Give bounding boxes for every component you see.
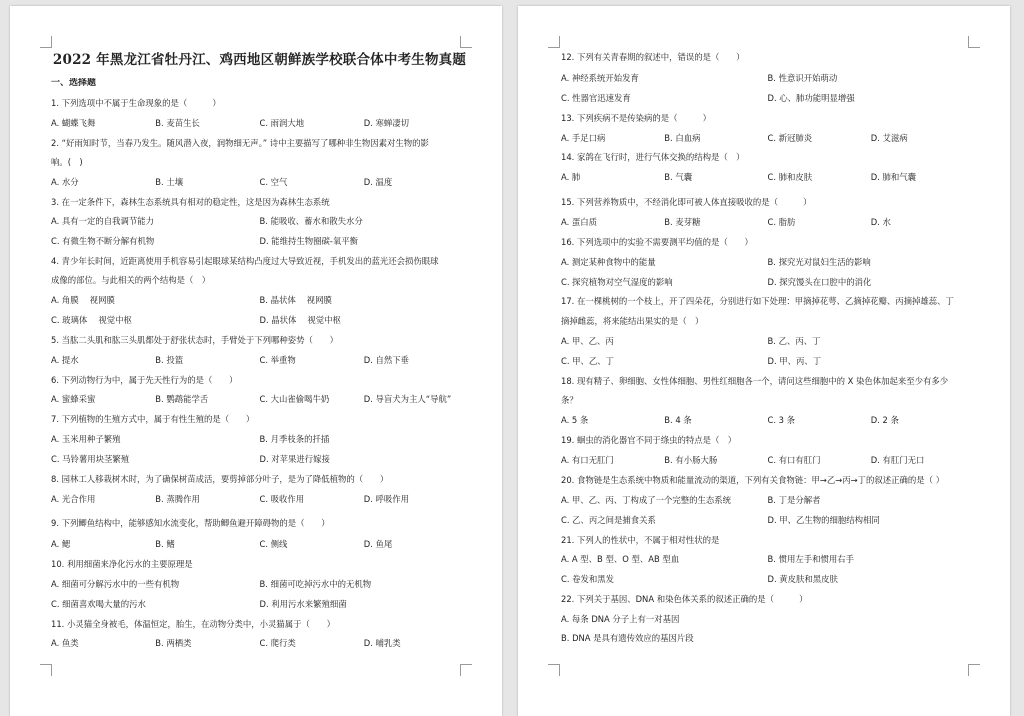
options-row <box>51 177 468 188</box>
answer-option: C. 有微生物不断分解有机物 <box>51 236 155 246</box>
answer-option: D. 甲、乙生物的细胞结构相同 <box>767 515 880 525</box>
question-text: 17. 在一棵桃树的一个枝上，开了四朵花，分别进行如下处理：甲摘掉花萼、乙摘掉花瓣、丙摘掉雄蕊、丁 <box>561 296 954 306</box>
answer-option: C. 空气 <box>259 177 288 187</box>
options-row <box>51 118 468 129</box>
options-row <box>561 515 974 526</box>
question-text: 9. 下列鲫鱼结构中，能够感知水流变化，帮助鲫鱼避开障碍物的是（ ） <box>51 518 330 528</box>
answer-option: B. 性意识开始萌动 <box>767 73 838 83</box>
answer-option: D. 能维持生物圈碳-氧平衡 <box>259 236 359 246</box>
document-page-left <box>10 6 502 716</box>
corner-mark <box>460 664 472 676</box>
answer-option: B. 土壤 <box>155 177 184 187</box>
answer-option: B. 蒸腾作用 <box>155 494 200 504</box>
answer-option: B. 探究光对鼠妇生活的影响 <box>767 257 871 267</box>
answer-option: A. 鳃 <box>51 539 71 549</box>
answer-option: C. 卷发和黑发 <box>561 574 615 584</box>
question-text: 2. “好雨知时节，当春乃发生。随风潜入夜，润物细无声。” 诗中主要描写了哪种非生物因素对生物的影 <box>51 138 429 148</box>
answer-option: B. 有小肠大肠 <box>664 455 718 465</box>
answer-option: A. 有口无肛门 <box>561 455 614 465</box>
options-row <box>561 415 974 426</box>
answer-option: C. 肺和皮肤 <box>767 172 813 182</box>
options-row <box>51 216 468 227</box>
question-text: 20. 食物链是生态系统中物质和能量流动的渠道，下列有关食物链：甲→乙→丙→丁的叙述正确的是（ ） <box>561 475 945 485</box>
question-text: 11. 小灵猫全身被毛，体温恒定，胎生，在动物分类中，小灵猫属于（ ） <box>51 619 335 629</box>
answer-option: B. 气囊 <box>664 172 693 182</box>
answer-option: A. 肺 <box>561 172 581 182</box>
question-text: 21. 下列人的性状中，不属于相对性状的是 <box>561 535 720 545</box>
answer-option: B. 麦芽糖 <box>664 217 701 227</box>
corner-mark <box>968 664 980 676</box>
answer-option: A. 测定某种食物中的能量 <box>561 257 656 267</box>
options-row <box>561 277 974 288</box>
answer-option: A. 角膜 视网膜 <box>51 295 115 305</box>
answer-option: C. 新冠肺炎 <box>767 133 813 143</box>
options-row <box>561 574 974 585</box>
answer-option: C. 乙、丙之间是捕食关系 <box>561 515 656 525</box>
answer-option: C. 探究植物对空气湿度的影响 <box>561 277 673 287</box>
answer-option: B. 麦苗生长 <box>155 118 200 128</box>
question-text: B. DNA 是具有遗传效应的基因片段 <box>561 633 694 643</box>
answer-option: B. 鳍 <box>155 539 175 549</box>
options-row <box>561 336 974 347</box>
answer-option: A. 鱼类 <box>51 638 79 648</box>
answer-option: D. 有肛门无口 <box>870 455 925 465</box>
answer-option: B. 能吸收、蓄水和散失水分 <box>259 216 363 226</box>
question-text: A. 每条 DNA 分子上有一对基因 <box>561 614 680 624</box>
answer-option: C. 爬行类 <box>259 638 296 648</box>
corner-mark <box>548 36 560 48</box>
answer-option: B. 丁是分解者 <box>767 495 821 505</box>
corner-mark <box>968 36 980 48</box>
answer-option: B. 两栖类 <box>155 638 192 648</box>
answer-option: B. 投篮 <box>155 355 184 365</box>
answer-option: C. 举重物 <box>259 355 296 365</box>
answer-option: C. 大山雀偷喝牛奶 <box>259 394 330 404</box>
options-row <box>51 599 468 610</box>
answer-option: A. 光合作用 <box>51 494 96 504</box>
question-text: 14. 家鸽在飞行时，进行气体交换的结构是（ ） <box>561 152 745 162</box>
answer-option: B. 乙、丙、丁 <box>767 336 821 346</box>
question-text: 19. 蛔虫的消化器官不同于绦虫的特点是（ ） <box>561 435 737 445</box>
question-text: 13. 下列疾病不是传染病的是（ ） <box>561 113 711 123</box>
answer-option: D. 探究馒头在口腔中的消化 <box>767 277 872 287</box>
answer-option: D. 晶状体 视觉中枢 <box>259 315 341 325</box>
question-text: 5. 当肱二头肌和肱三头肌都处于舒张状态时，手臂处于下列哪种姿势（ ） <box>51 335 339 345</box>
answer-option: C. 马铃薯用块茎繁殖 <box>51 454 130 464</box>
options-row <box>51 454 468 465</box>
answer-option: D. 利用污水来繁殖细菌 <box>259 599 347 609</box>
options-row <box>51 315 468 326</box>
question-text: 3. 在一定条件下，森林生态系统具有相对的稳定性，这是因为森林生态系统 <box>51 197 330 207</box>
document-page-right <box>518 6 1010 716</box>
question-text: 4. 青少年长时间，近距离使用手机容易引起眼球某结构凸度过大导致近视，手机发出的蓝光还会损伤眼球 <box>51 256 439 266</box>
answer-option: B. 白血病 <box>664 133 701 143</box>
options-row <box>51 394 468 405</box>
question-text: 成像的部位。与此相关的两个结构是（ ） <box>51 275 211 285</box>
answer-option: A. 玉米用种子繁殖 <box>51 434 121 444</box>
answer-option: D. 对苹果进行嫁接 <box>259 454 330 464</box>
answer-option: D. 自然下垂 <box>363 355 410 365</box>
answer-option: D. 水 <box>870 217 891 227</box>
answer-option: C. 侧线 <box>259 539 288 549</box>
options-row <box>561 495 974 506</box>
answer-option: C. 脂肪 <box>767 217 796 227</box>
question-text: 22. 下列关于基因、DNA 和染色体关系的叙述正确的是（ ） <box>561 594 808 604</box>
corner-mark <box>40 664 52 676</box>
answer-option: A. 具有一定的自我调节能力 <box>51 216 155 226</box>
options-row <box>561 217 974 228</box>
answer-option: B. 细菌可吃掉污水中的无机物 <box>259 579 372 589</box>
answer-option: A. 蛋白质 <box>561 217 598 227</box>
section-heading: 一、选择题 <box>51 78 97 88</box>
corner-mark <box>548 664 560 676</box>
question-text: 1. 下列选项中不属于生命现象的是（ ） <box>51 98 221 108</box>
answer-option: A. 手足口病 <box>561 133 606 143</box>
answer-option: A. 神经系统开始发育 <box>561 73 639 83</box>
answer-option: C. 吸收作用 <box>259 494 305 504</box>
question-text: 条？ <box>561 395 578 405</box>
options-row <box>51 434 468 445</box>
question-text: 16. 下列选项中的实验不需要测平均值的是（ ） <box>561 237 753 247</box>
answer-option: D. 呼吸作用 <box>363 494 410 504</box>
answer-option: C. 甲、乙、丁 <box>561 356 615 366</box>
question-text: 6. 下列动物行为中，属于先天性行为的是（ ） <box>51 375 238 385</box>
answer-option: B. 鹦鹉能学舌 <box>155 394 209 404</box>
answer-option: C. 雨润大地 <box>259 118 305 128</box>
answer-option: A. 细菌可分解污水中的一些有机物 <box>51 579 180 589</box>
question-text: 10. 利用细菌来净化污水的主要原理是 <box>51 559 193 569</box>
options-row <box>51 295 468 306</box>
answer-option: A. 甲、乙、丙、丁构成了一个完整的生态系统 <box>561 495 732 505</box>
question-text: 12. 下列有关青春期的叙述中，错误的是（ ） <box>561 52 745 62</box>
answer-option: A. 水分 <box>51 177 79 187</box>
answer-option: A. 提水 <box>51 355 79 365</box>
answer-option: B. 4 条 <box>664 415 692 425</box>
answer-option: B. 月季枝条的扦插 <box>259 434 330 444</box>
answer-option: D. 哺乳类 <box>363 638 401 648</box>
question-text: 摘掉雌蕊，将来能结出果实的是（ ） <box>561 316 704 326</box>
options-row <box>51 539 468 550</box>
answer-option: C. 性器官迅速发育 <box>561 93 631 103</box>
question-text: 18. 现有精子、卵细胞、女性体细胞、男性红细胞各一个，请问这些细胞中的 X 染色体加起来至少有多少 <box>561 376 949 386</box>
question-text: 7. 下列植物的生殖方式中，属于有性生殖的是（ ） <box>51 414 255 424</box>
answer-option: B. 惯用左手和惯用右手 <box>767 554 854 564</box>
answer-option: D. 2 条 <box>870 415 899 425</box>
answer-option: A. A 型、B 型、O 型、AB 型血 <box>561 554 680 564</box>
options-row <box>51 638 468 649</box>
answer-option: B. 晶状体 视网膜 <box>259 295 332 305</box>
question-text: 15. 下列营养物质中，不经消化即可被人体直接吸收的是（ ） <box>561 197 812 207</box>
options-row <box>561 133 974 144</box>
options-row <box>51 494 468 505</box>
answer-option: A. 蝴蝶飞舞 <box>51 118 96 128</box>
options-row <box>561 257 974 268</box>
answer-option: D. 鱼尾 <box>363 539 393 549</box>
options-row <box>51 355 468 366</box>
answer-option: A. 甲、乙、丙 <box>561 336 614 346</box>
question-text: 响。( ) <box>51 157 83 167</box>
options-row <box>561 455 974 466</box>
answer-option: C. 玻璃体 视觉中枢 <box>51 315 132 325</box>
answer-option: A. 5 条 <box>561 415 589 425</box>
options-row <box>561 172 974 183</box>
options-row <box>51 236 468 247</box>
options-row <box>51 579 468 590</box>
options-row <box>561 554 974 565</box>
answer-option: C. 3 条 <box>767 415 796 425</box>
answer-option: C. 有口有肛门 <box>767 455 821 465</box>
options-row <box>561 73 974 84</box>
answer-option: D. 甲、丙、丁 <box>767 356 822 366</box>
answer-option: D. 黄皮肤和黑皮肤 <box>767 574 838 584</box>
answer-option: D. 寒蝉凄切 <box>363 118 410 128</box>
answer-option: D. 艾滋病 <box>870 133 908 143</box>
answer-option: D. 导盲犬为主人“导航” <box>363 394 452 404</box>
options-row <box>561 356 974 367</box>
corner-mark <box>460 36 472 48</box>
answer-option: D. 心、肺功能明显增强 <box>767 93 855 103</box>
answer-option: A. 蜜蜂采蜜 <box>51 394 96 404</box>
question-text: 8. 园林工人移栽树木时，为了确保树苗成活，要剪掉部分叶子，是为了降低植物的（ ） <box>51 474 389 484</box>
answer-option: D. 温度 <box>363 177 393 187</box>
options-row <box>561 93 974 104</box>
answer-option: C. 细菌喜欢喝大量的污水 <box>51 599 146 609</box>
answer-option: D. 肺和气囊 <box>870 172 917 182</box>
document-title: 2022 年黑龙江省牡丹江、鸡西地区朝鲜族学校联合体中考生物真题 <box>52 52 467 68</box>
corner-mark <box>40 36 52 48</box>
